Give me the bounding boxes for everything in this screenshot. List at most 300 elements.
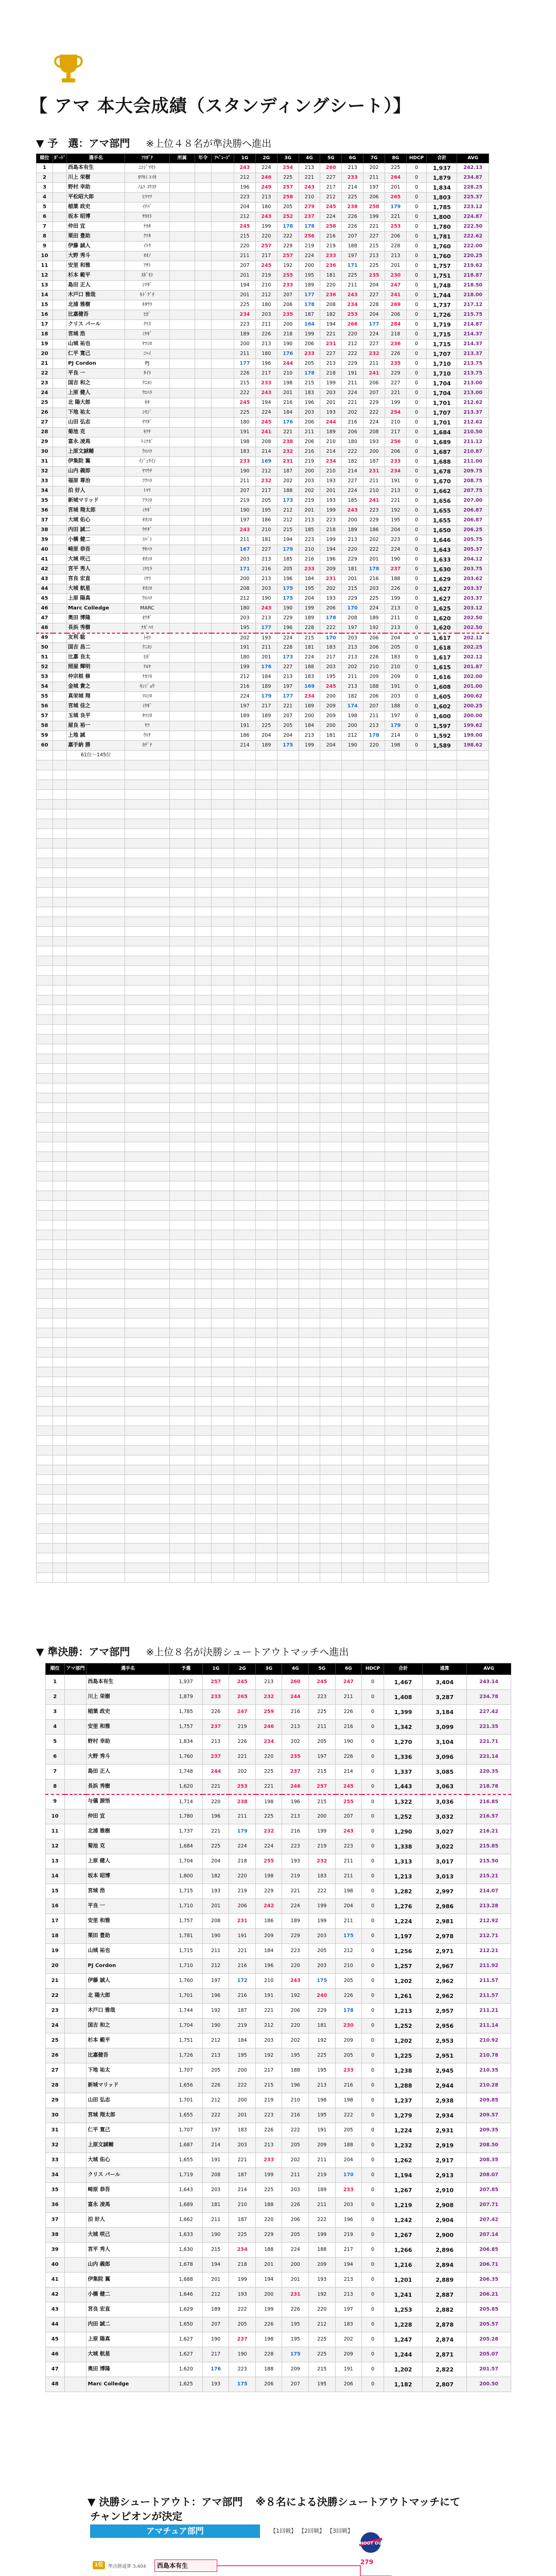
- semi-cell: 212: [202, 2033, 229, 2048]
- qual-cell: 226: [255, 330, 277, 340]
- semi-cell: 208.07: [467, 2168, 511, 2183]
- semi-cell: 213: [202, 1735, 229, 1750]
- qual-cell: 21: [37, 359, 53, 369]
- qual-cell: 0: [406, 183, 426, 193]
- qual-cell: 252: [277, 212, 299, 222]
- semi-cell: 0: [362, 2078, 384, 2093]
- qual-cell: 野村 幸助: [67, 183, 125, 193]
- qual-cell: 212: [342, 731, 363, 741]
- semi-cell: 212: [335, 1944, 362, 1959]
- qual-cell: 223: [320, 516, 342, 526]
- semi-cell: 1,707: [169, 2063, 202, 2078]
- qual-cell: ｺﾊﾞｼ: [125, 535, 169, 545]
- semi-cell: 216: [335, 2078, 362, 2093]
- qual-cell: 227: [363, 340, 385, 349]
- semi-cell: 36: [46, 2198, 65, 2213]
- qual-cell: 206: [363, 643, 385, 653]
- semi-cell: 211: [229, 1809, 256, 1824]
- semi-cell: 0: [362, 1690, 384, 1705]
- qual-cell: ﾔﾏﾀﾞ: [125, 418, 169, 428]
- qual-cell: 226: [342, 212, 363, 222]
- qual-cell: 220: [342, 545, 363, 555]
- qual-cell: 杉本 範平: [67, 271, 125, 281]
- semi-cell: 203: [202, 2183, 229, 2198]
- qual-cell: 199: [385, 594, 406, 604]
- semi-cell: 206: [282, 2213, 309, 2228]
- qual-cell: 215: [342, 584, 363, 594]
- qual-cell: 51: [37, 653, 53, 663]
- semi-cell: 203: [309, 1959, 336, 1974]
- qual-cell: 山田 弘志: [67, 418, 125, 428]
- semi-cell: 17: [46, 1914, 65, 1929]
- qual-header-cell: 4G: [299, 154, 320, 163]
- semi-cell: 175: [309, 1974, 336, 1989]
- qual-cell: 9: [37, 242, 53, 251]
- semi-cell: 198: [255, 1869, 282, 1884]
- semi-cell: 1,662: [169, 2213, 202, 2228]
- semi-cell: 220: [202, 1794, 229, 1809]
- semi-cell: 183: [229, 2123, 256, 2138]
- semi-cell: 1,202: [384, 2033, 423, 2048]
- qual-cell: 243: [299, 183, 320, 193]
- semi-cell: 2,894: [423, 2258, 467, 2273]
- qual-cell: 213: [277, 672, 299, 682]
- semi-cell: 3,085: [423, 1765, 467, 1780]
- qual-cell: 222: [342, 349, 363, 359]
- qual-cell: 213: [385, 604, 406, 614]
- qual-cell: 180: [234, 653, 256, 663]
- qual-cell: 36: [37, 506, 53, 516]
- semi-cell: 1,216: [384, 2258, 423, 2273]
- qual-cell: 206.25: [457, 526, 489, 535]
- qual-cell: 181: [342, 565, 363, 574]
- semi-header-cell: 4G: [282, 1664, 309, 1675]
- qual-cell: 富永 凌馬: [67, 437, 125, 447]
- semi-cell: 2,986: [423, 1899, 467, 1914]
- semi-cell: 211.57: [467, 1974, 511, 1989]
- semi-cell: 泊 好人: [86, 2213, 169, 2228]
- semi-cell: 195: [309, 2063, 336, 2078]
- semi-cell: 201: [202, 1899, 229, 1914]
- qual-cell: 222.50: [457, 222, 489, 232]
- semi-header-cell: 3G: [255, 1664, 282, 1675]
- qual-cell: 179: [277, 545, 299, 555]
- qual-header-cell: 5G: [320, 154, 342, 163]
- semi-cell: 229: [255, 2228, 282, 2243]
- semi-cell: 199: [309, 1824, 336, 1839]
- qual-cell: 209: [385, 672, 406, 682]
- semi-cell: 233: [255, 2153, 282, 2168]
- semi-cell: 10: [46, 1809, 65, 1824]
- qual-cell: ｻｶﾓﾄ: [125, 212, 169, 222]
- qual-cell: 228: [385, 242, 406, 251]
- semi-cell: 187: [229, 2168, 256, 2183]
- bracket-player: 西島本有生: [154, 2560, 217, 2572]
- semi-cell: 226: [282, 2302, 309, 2317]
- semi-cell: 1,197: [384, 1929, 423, 1944]
- semi-cell: 255: [335, 1794, 362, 1809]
- semi-cell: 222: [309, 1884, 336, 1899]
- qual-cell: 204: [234, 202, 256, 212]
- semi-cell: 189: [282, 1914, 309, 1929]
- qual-cell: 204: [363, 310, 385, 320]
- qual-cell: 217: [255, 486, 277, 496]
- qual-cell: 宮良 宏直: [67, 574, 125, 584]
- semi-cell: 245: [309, 1675, 336, 1690]
- semi-cell: PJ Cordon: [86, 1959, 169, 1974]
- qual-cell: 43: [37, 574, 53, 584]
- semi-cell: 2,910: [423, 2183, 467, 2198]
- qual-cell: 2: [37, 173, 53, 183]
- semi-cell: 211: [309, 2153, 336, 2168]
- semi-cell: 0: [362, 2258, 384, 2273]
- semi-cell: 212.21: [467, 1944, 511, 1959]
- qual-cell: 194: [234, 281, 256, 291]
- qual-cell: 204: [385, 526, 406, 535]
- qual-cell: 200: [299, 261, 320, 271]
- semi-cell: 0: [362, 1824, 384, 1839]
- semi-cell: 1,201: [384, 2273, 423, 2287]
- qual-cell: 174: [342, 702, 363, 711]
- qual-cell: 0: [406, 369, 426, 379]
- qual-cell: 225: [363, 261, 385, 271]
- qual-cell: 0: [406, 526, 426, 535]
- qual-cell: 208: [342, 614, 363, 623]
- qual-cell: 206: [363, 193, 385, 202]
- qual-cell: 24: [37, 388, 53, 398]
- qual-cell: 192: [385, 506, 406, 516]
- semi-cell: 225: [309, 2347, 336, 2362]
- qual-cell: 258: [320, 222, 342, 232]
- qual-cell: 219: [255, 271, 277, 281]
- qual-cell: 16: [37, 310, 53, 320]
- semi-cell: 伊藤 誠人: [86, 1974, 169, 1989]
- semi-cell: 190: [335, 1735, 362, 1750]
- qual-cell: MARC: [125, 604, 169, 614]
- semi-cell: 190: [202, 2228, 229, 2243]
- page-title: 【 アマ 本大会成績（スタンディングシート）】: [30, 96, 411, 116]
- semi-cell: 188: [335, 2138, 362, 2153]
- semi-cell: 3,104: [423, 1735, 467, 1750]
- qual-cell: 211: [299, 428, 320, 437]
- qual-cell: 229: [277, 614, 299, 623]
- qual-cell: 179: [255, 692, 277, 702]
- semi-cell: 197: [202, 1974, 229, 1989]
- qual-cell: 224: [255, 408, 277, 418]
- semi-cell: 北浦 雅樹: [86, 1824, 169, 1839]
- semi-cell: 3,404: [423, 1675, 467, 1690]
- qual-cell: 203.75: [457, 565, 489, 574]
- qual-cell: 191: [234, 428, 256, 437]
- semi-cell: 212: [202, 2287, 229, 2302]
- qual-cell: 265: [385, 193, 406, 202]
- qual-cell: 1,605: [427, 692, 457, 702]
- qual-cell: 189: [363, 614, 385, 623]
- semi-cell: 221: [202, 1824, 229, 1839]
- qual-cell: 195: [385, 516, 406, 526]
- semi-cell: 257: [309, 1780, 336, 1794]
- qual-cell: 49: [37, 633, 53, 643]
- qual-cell: 1,646: [427, 535, 457, 545]
- qual-cell: 0: [406, 330, 426, 340]
- semi-cell: 228: [255, 2347, 282, 2362]
- semi-cell: 木戸口 雅哉: [86, 2004, 169, 2019]
- qual-cell: 0: [406, 516, 426, 526]
- semi-cell: 220: [229, 1869, 256, 1884]
- semi-cell: 1,338: [384, 1839, 423, 1854]
- semi-cell: 198: [255, 1794, 282, 1809]
- qual-cell: 207.75: [457, 486, 489, 496]
- qual-cell: 201: [277, 388, 299, 398]
- semi-cell: 204: [202, 1854, 229, 1869]
- semi-cell: 211: [202, 1944, 229, 1959]
- qual-cell: 1,715: [427, 330, 457, 340]
- semi-cell: 206.35: [467, 2273, 511, 2287]
- qual-cell: 201: [342, 574, 363, 584]
- round-label-1: 【1回戦】: [270, 2528, 297, 2534]
- qual-cell: 平良 一: [67, 369, 125, 379]
- semi-cell: 1,267: [384, 2228, 423, 2243]
- qual-cell: 260: [320, 163, 342, 173]
- qual-cell: PJ Cordon: [67, 359, 125, 369]
- semi-cell: 1,267: [384, 2183, 423, 2198]
- qual-cell: 44: [37, 584, 53, 594]
- semi-header-cell: HDCP: [362, 1664, 384, 1675]
- semi-cell: 214: [202, 2138, 229, 2153]
- qual-cell: 212: [255, 291, 277, 300]
- qual-cell: 1,608: [427, 682, 457, 692]
- semi-cell: 杉本 範平: [86, 2033, 169, 2048]
- semi-cell: 221: [229, 1944, 256, 1959]
- qual-cell: 1,627: [427, 584, 457, 594]
- semi-cell: 181: [202, 2198, 229, 2213]
- qual-cell: 202: [342, 663, 363, 672]
- qual-cell: 198: [277, 379, 299, 388]
- semi-cell: 237: [202, 1720, 229, 1735]
- qual-cell: 210: [363, 486, 385, 496]
- semi-cell: 37: [46, 2213, 65, 2228]
- qual-cell: 213: [255, 574, 277, 584]
- semi-cell: 0: [362, 1765, 384, 1780]
- qual-cell: 195: [299, 584, 320, 594]
- qual-cell: 199: [299, 604, 320, 614]
- semi-cell: 2,917: [423, 2153, 467, 2168]
- qual-cell: 189: [342, 526, 363, 535]
- semi-cell: 192: [309, 2033, 336, 2048]
- qual-cell: 214: [342, 467, 363, 477]
- semi-cell: 191: [202, 2153, 229, 2168]
- qual-cell: 238: [277, 437, 299, 447]
- semi-cell: 安里 和雅: [86, 1914, 169, 1929]
- qual-cell: 214.37: [457, 340, 489, 349]
- qual-cell: 宮城 翔太郎: [67, 506, 125, 516]
- semi-cell: 1,266: [384, 2243, 423, 2258]
- semi-cell: 210.78: [467, 2048, 511, 2063]
- qual-cell: 18: [37, 330, 53, 340]
- qual-cell: 30: [37, 447, 53, 457]
- semi-cell: 195: [309, 2377, 336, 2392]
- semi-cell: 253: [229, 1780, 256, 1794]
- semi-cell: 大野 秀斗: [86, 1750, 169, 1765]
- semi-cell: 2,967: [423, 1959, 467, 1974]
- semi-cell: 216: [229, 1959, 256, 1974]
- semi-cell: 213: [255, 1675, 282, 1690]
- qual-cell: 0: [406, 506, 426, 516]
- qual-cell: 245: [234, 398, 256, 408]
- qual-cell: 205: [299, 359, 320, 369]
- qual-cell: 33: [37, 477, 53, 486]
- semi-cell: 1,202: [384, 1974, 423, 1989]
- qual-cell: ｳｴﾊﾗ: [125, 594, 169, 604]
- semi-cell: 221: [229, 1750, 256, 1765]
- semi-cell: 232: [255, 1824, 282, 1839]
- qual-cell: ﾋｶﾞ: [125, 310, 169, 320]
- semi-cell: 223: [309, 1690, 336, 1705]
- qual-cell: 243: [234, 526, 256, 535]
- qual-cell: 217: [320, 183, 342, 193]
- qual-cell: 191: [234, 643, 256, 653]
- qual-cell: ﾐﾔｷﾞ: [125, 506, 169, 516]
- semi-cell: 1,744: [169, 2004, 202, 2019]
- semi-cell: 223: [255, 2108, 282, 2123]
- qual-cell: 1,701: [427, 418, 457, 428]
- qual-cell: ｸﾆﾖｼ: [125, 643, 169, 653]
- qual-cell: 0: [406, 741, 426, 751]
- semi-cell: 240: [309, 1989, 336, 2004]
- qual-cell: 178: [320, 614, 342, 623]
- semi-cell: 1,288: [384, 2078, 423, 2093]
- semi-cell: 1: [46, 1675, 65, 1690]
- semi-cell: 223: [282, 1944, 309, 1959]
- semi-cell: 222: [282, 2123, 309, 2138]
- semi-cell: 218.78: [467, 1780, 511, 1794]
- qual-cell: 232: [255, 477, 277, 486]
- qual-cell: 国吉 昌二: [67, 643, 125, 653]
- qual-cell: 228: [299, 623, 320, 633]
- semi-cell: 193: [202, 2377, 229, 2392]
- qual-cell: ﾐﾔｷﾞ: [125, 702, 169, 711]
- qual-cell: 199.00: [457, 731, 489, 741]
- qual-cell: 1,757: [427, 261, 457, 271]
- semi-cell: 41: [46, 2273, 65, 2287]
- semi-cell: 205.85: [467, 2302, 511, 2317]
- semi-cell: 1,261: [384, 1989, 423, 2004]
- qual-cell: 241: [385, 291, 406, 300]
- qual-cell: 1,627: [427, 594, 457, 604]
- semi-cell: 0: [362, 2287, 384, 2302]
- qual-cell: ｼﾓｼﾞ: [125, 408, 169, 418]
- qual-cell: 0: [406, 388, 426, 398]
- semi-cell: 222: [309, 2213, 336, 2228]
- semi-cell: 221.35: [467, 1720, 511, 1735]
- semi-cell: 2,878: [423, 2317, 467, 2332]
- qual-cell: 0: [406, 251, 426, 261]
- semi-cell: 237: [202, 1750, 229, 1765]
- semi-cell: 192: [255, 2048, 282, 2063]
- semi-cell: 215: [202, 2243, 229, 2258]
- semi-cell: 176: [202, 2362, 229, 2377]
- qual-cell: 188: [299, 663, 320, 672]
- semi-cell: 1,760: [169, 1750, 202, 1765]
- qual-cell: 202.00: [457, 672, 489, 682]
- qual-cell: 189: [299, 702, 320, 711]
- semi-cell: 小橋 健二: [86, 2287, 169, 2302]
- qual-cell: 200.25: [457, 702, 489, 711]
- qual-cell: ｳｴﾁ: [125, 731, 169, 741]
- qual-cell: 223: [363, 506, 385, 516]
- semi-cell: 0: [362, 2302, 384, 2317]
- qual-cell: 213: [255, 340, 277, 349]
- semi-cell: 213: [202, 2048, 229, 2063]
- semi-cell: 243.14: [467, 1675, 511, 1690]
- qual-cell: 193: [320, 594, 342, 604]
- semi-cell: 226: [202, 2078, 229, 2093]
- semi-cell: 205: [202, 2063, 229, 2078]
- qual-cell: 1,803: [427, 193, 457, 202]
- qual-cell: 1,781: [427, 232, 457, 242]
- semi-cell: 207: [282, 2377, 309, 2392]
- qual-cell: 205: [277, 202, 299, 212]
- semi-cell: 3,017: [423, 1854, 467, 1869]
- qual-cell: 213: [385, 486, 406, 496]
- qual-cell: 179: [385, 721, 406, 731]
- qual-cell: 201: [299, 506, 320, 516]
- qual-cell: 241: [255, 428, 277, 437]
- semi-cell: 栗田 豊助: [86, 1929, 169, 1944]
- qual-cell: 209: [320, 711, 342, 721]
- qual-cell: ｳﾁﾀﾞ: [125, 526, 169, 535]
- qual-cell: 221: [342, 398, 363, 408]
- qual-cell: 221: [385, 496, 406, 506]
- qual-cell: ﾀｲﾗ: [125, 369, 169, 379]
- qual-cell: 1: [37, 163, 53, 173]
- qual-cell: 37: [37, 516, 53, 526]
- semi-cell: 1,620: [169, 2362, 202, 2377]
- semi-cell: 188: [255, 2362, 282, 2377]
- semi-cell: 203: [229, 2138, 256, 2153]
- qual-cell: 17: [37, 320, 53, 330]
- qual-cell: 203.37: [457, 594, 489, 604]
- qual-cell: 178: [299, 300, 320, 310]
- semi-cell: 199: [255, 2302, 282, 2317]
- qual-cell: ｷﾄﾞｸﾞﾁ: [125, 291, 169, 300]
- qual-cell: 木戸口 雅哉: [67, 291, 125, 300]
- qual-cell: 0: [406, 340, 426, 349]
- qual-cell: 228: [363, 300, 385, 310]
- qual-cell: 225.37: [457, 193, 489, 202]
- qual-cell: 217: [385, 428, 406, 437]
- qual-cell: ｵｸﾀﾞ: [125, 614, 169, 623]
- qual-cell: 220: [342, 330, 363, 340]
- semi-cell: 1,710: [169, 1959, 202, 1974]
- semi-cell: 3,063: [423, 1780, 467, 1794]
- semi-cell: 203: [309, 1929, 336, 1944]
- qual-cell: 189: [299, 614, 320, 623]
- qual-cell: 1,707: [427, 349, 457, 359]
- semi-cell: 1,443: [384, 1780, 423, 1794]
- semi-cell: 246: [282, 1780, 309, 1794]
- qual-cell: 236: [385, 340, 406, 349]
- qual-cell: 207: [363, 388, 385, 398]
- semi-cell: 211: [282, 2168, 309, 2183]
- semi-cell: 196: [282, 2078, 309, 2093]
- semi-cell: 2,908: [423, 2198, 467, 2213]
- semi-cell: 214: [335, 1765, 362, 1780]
- semi-cell: 1,715: [169, 1944, 202, 1959]
- semi-cell: 0: [362, 1974, 384, 1989]
- qual-cell: 208: [363, 428, 385, 437]
- qual-cell: 1,678: [427, 467, 457, 477]
